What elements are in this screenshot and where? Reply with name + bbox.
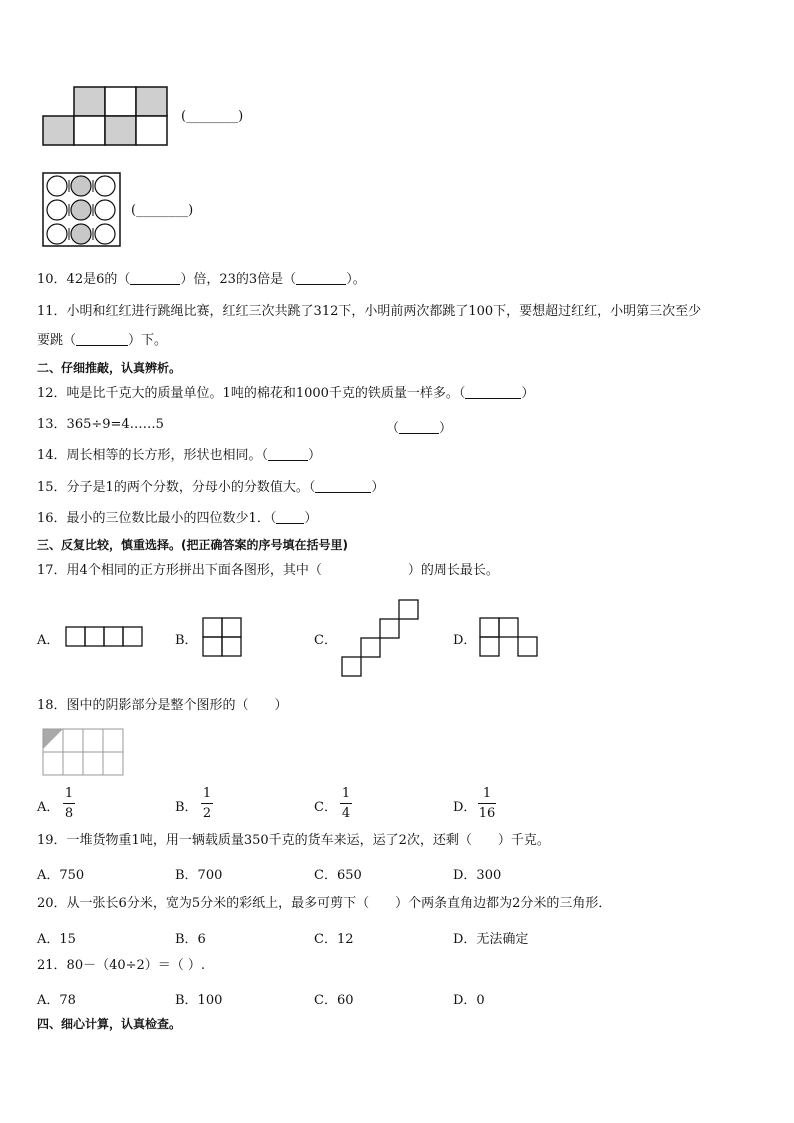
shaded-circle: [71, 176, 91, 196]
q19-option-c: C．650: [314, 868, 362, 883]
q17-shape-b-square: [202, 617, 244, 659]
question-12: 12．吨是比千克大的质量单位。1吨的棉花和1000千克的铁质量一样多。（ ）: [37, 386, 535, 401]
question-14: 14．周长相等的长方形，形状也相同。（ ）: [37, 448, 322, 463]
question-17: 17．用4个相同的正方形拼出下面各图形，其中（ ）的周长最长。: [37, 563, 499, 578]
circle: [47, 224, 67, 244]
q18-option-a-label: A．: [37, 800, 60, 815]
q21-option-a: A．78: [37, 993, 76, 1008]
circles-figure: [42, 172, 122, 248]
q17-option-a-label: A．: [37, 633, 60, 648]
q19-option-a: A．750: [37, 868, 85, 883]
q18-option-b-label: B．: [175, 800, 198, 815]
section-3-heading: 三、反复比较，慎重选择。(把正确答案的序号填在括号里): [37, 538, 348, 552]
q17-option-b-label: B．: [175, 633, 198, 648]
q19-option-d: D．300: [453, 868, 502, 883]
shaded-circle: [71, 200, 91, 220]
answer-blank: [268, 448, 308, 461]
question-18: 18．图中的阴影部分是整个图形的（ ）: [37, 698, 288, 713]
q18-option-d-fraction: 1 16: [478, 786, 496, 821]
q20-option-a: A．15: [37, 932, 76, 947]
answer-blank: [465, 386, 521, 399]
q21-option-c: C．60: [314, 993, 354, 1008]
question-20: 20．从一张长6分米，宽为5分米的彩纸上，最多可剪下（ ）个两条直角边都为2分米的三角形．: [37, 896, 612, 911]
question-11-line1: 11．小明和红红进行跳绳比赛，红红三次共跳了312下，小明前两次都跳了100下，要想超过红红，小明第三次至少: [37, 304, 702, 319]
q20-option-c: C．12: [314, 932, 354, 947]
q17-option-d-label: D．: [453, 633, 477, 648]
shaded-squares-figure: [42, 86, 172, 148]
question-19: 19．一堆货物重1吨，用一辆载质量350千克的货车来运，运了2次，还剩（ ）千克。: [37, 833, 550, 848]
question-11-line2: 要跳（ ）下。: [37, 333, 168, 348]
answer-blank: [276, 511, 304, 524]
q17-shape-a-four-in-row: [65, 626, 143, 648]
q18-option-c-fraction: 1 4: [341, 786, 351, 821]
q21-option-d: D．0: [453, 993, 485, 1008]
answer-blank: [130, 272, 180, 285]
question-13: 13．365÷9=4……5: [37, 417, 164, 432]
q18-option-d-label: D．: [453, 800, 477, 815]
circle: [95, 176, 115, 196]
answer-blank: [315, 480, 371, 493]
question-21: 21．80－（40÷2）＝（ ）.: [37, 958, 206, 973]
q20-option-d: D．无法确定: [453, 932, 529, 947]
q18-option-a-fraction: 1 8: [64, 786, 74, 821]
circle: [47, 200, 67, 220]
shaded-circle: [71, 224, 91, 244]
circle: [47, 176, 67, 196]
q18-option-b-fraction: 1 2: [202, 786, 212, 821]
q17-shape-d-l-tetromino: [479, 617, 541, 659]
q20-option-b: B．6: [175, 932, 206, 947]
q17-option-c-label: C．: [314, 633, 337, 648]
section-4-heading: 四、细心计算，认真检查。: [37, 1017, 182, 1031]
answer-blank: [399, 421, 439, 434]
section-2-heading: 二、仔细推敲，认真辨析。: [37, 361, 182, 375]
question-16: 16．最小的三位数比最小的四位数少1．（ ）: [37, 511, 318, 526]
q17-shape-c-staircase: [341, 599, 421, 679]
question-13-paren: （ ）: [386, 421, 453, 436]
answer-blank: [296, 272, 346, 285]
q21-option-b: B．100: [175, 993, 223, 1008]
question-10: 10．42是6的（ ）倍，23的3倍是（ ）。: [37, 272, 366, 287]
figure1-answer-blank: (________): [181, 109, 244, 124]
q18-shaded-grid-figure: [42, 728, 126, 778]
question-15: 15．分子是1的两个分数，分母小的分数值大。（ ）: [37, 480, 385, 495]
figure2-answer-blank: (________): [131, 203, 194, 218]
q18-option-c-label: C．: [314, 800, 337, 815]
circle: [95, 200, 115, 220]
q19-option-b: B．700: [175, 868, 223, 883]
answer-blank: [76, 333, 128, 346]
circle: [95, 224, 115, 244]
